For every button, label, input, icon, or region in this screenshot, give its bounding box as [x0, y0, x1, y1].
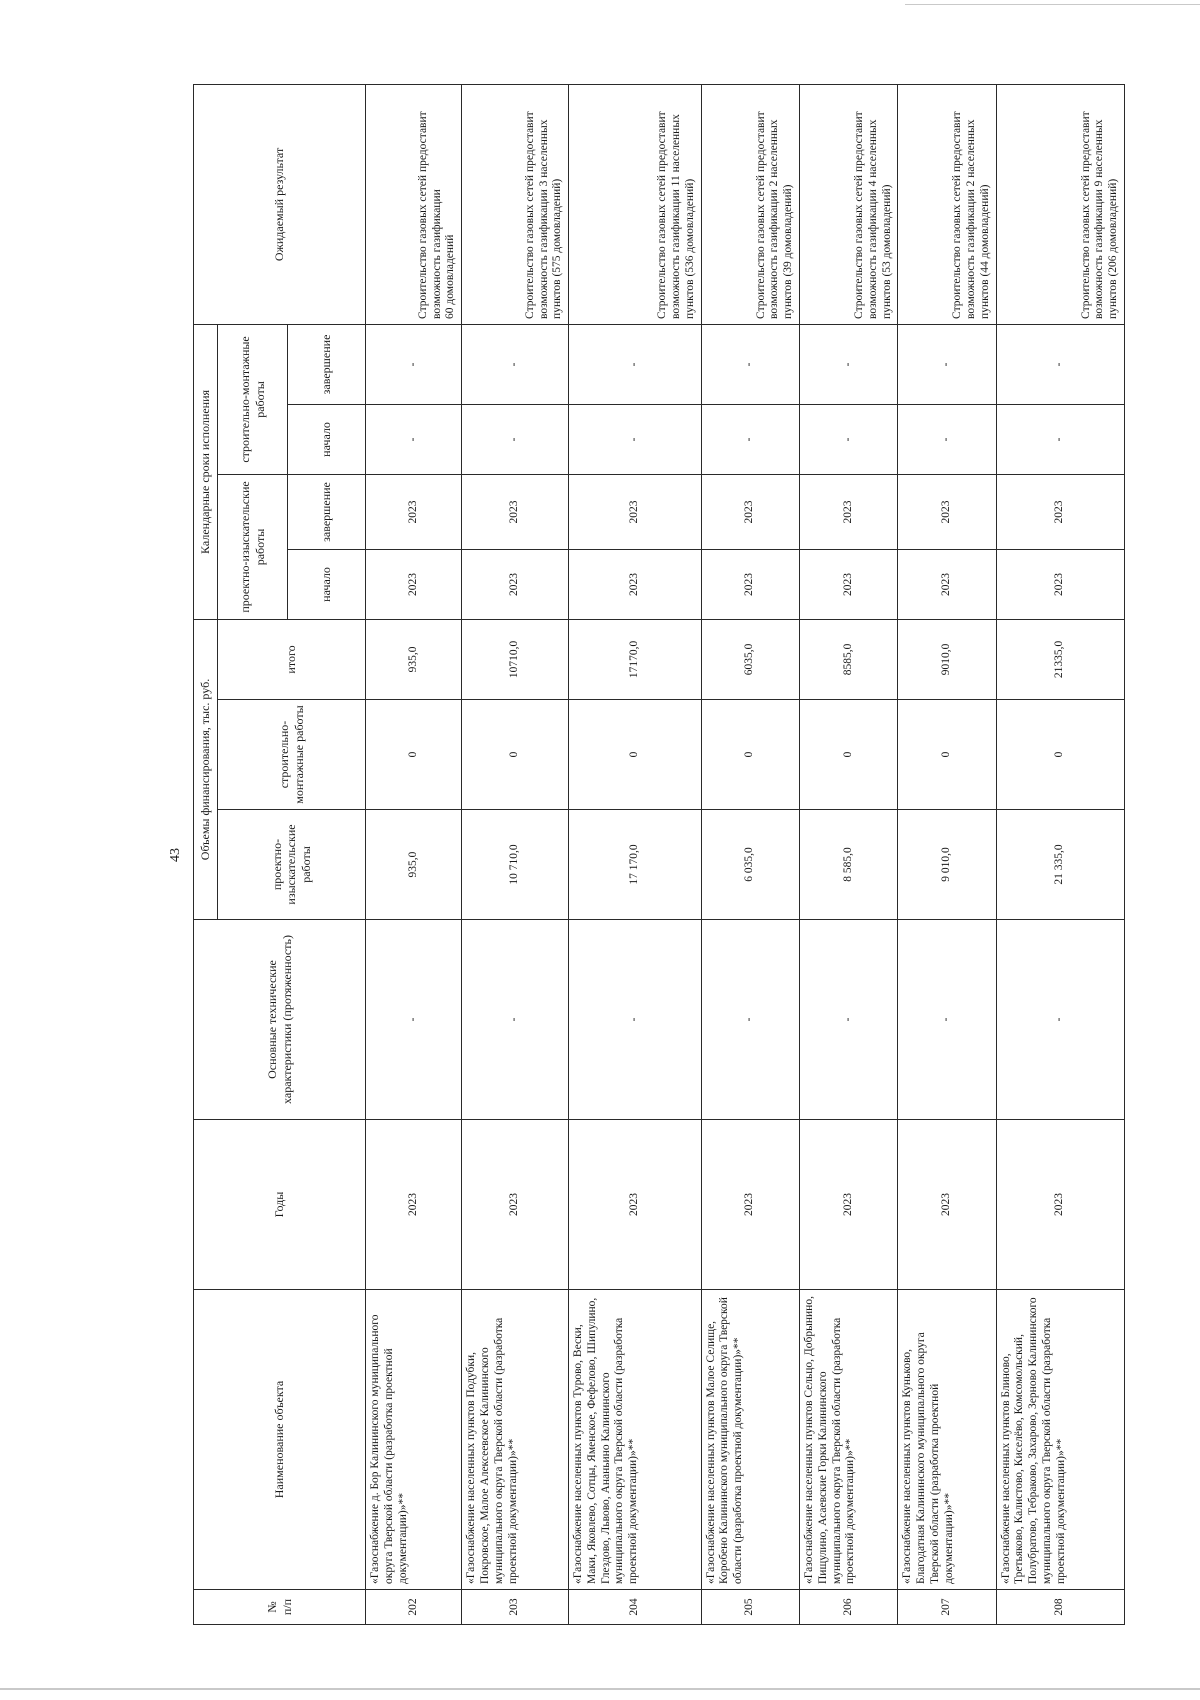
row-fin-total: 8585,0	[799, 619, 897, 699]
row-tech: -	[462, 920, 569, 1120]
row-smr-end: -	[799, 324, 897, 404]
row-result: Строительство газовых сетей предоставит возможность газификации 9 населенных пунктов (206 домовладений)	[996, 84, 1124, 324]
table-row	[799, 84, 897, 1624]
row-pir-start: 2023	[898, 549, 996, 619]
objects-table	[193, 84, 1125, 1625]
row-pir-end: 2023	[569, 474, 702, 549]
row-num: 207	[898, 1590, 996, 1625]
row-pir-end: 2023	[462, 474, 569, 549]
row-name: «Газоснабжение населенных пунктов Сельцо, Добрынино, Пищулино, Асаевские Горки Калининского муниципального округа Тверской области (разработка проектной документации)»**	[799, 1290, 897, 1590]
row-fin-total: 6035,0	[701, 619, 799, 699]
table-row	[462, 84, 569, 1624]
row-pir-end: 2023	[366, 474, 462, 549]
row-pir-start: 2023	[569, 549, 702, 619]
row-pir-end: 2023	[799, 474, 897, 549]
header-calendar: Календарные сроки исполнения	[194, 324, 218, 619]
table-row	[701, 84, 799, 1624]
row-fin-total: 10710,0	[462, 619, 569, 699]
row-years: 2023	[701, 1120, 799, 1290]
scan-edge-bottom	[0, 1688, 1200, 1690]
row-pir-end: 2023	[996, 474, 1124, 549]
row-smr-end: -	[701, 324, 799, 404]
header-num: № п/п	[194, 1590, 366, 1625]
header-financing: Объемы финансирования, тыс. руб.	[194, 619, 218, 919]
row-name: «Газоснабжение населенных пунктов Блиново, Третьяково, Калистово, Киселёво, Комсомольский, Полубратово, Тебраково, Захарово, Зерново Калининского муниципального округа Тверской области (разработка проектной документации)»**	[996, 1290, 1124, 1590]
row-fin-smr: 0	[996, 700, 1124, 810]
row-fin-smr: 0	[799, 700, 897, 810]
row-fin-pir: 17 170,0	[569, 810, 702, 920]
row-smr-end: -	[569, 324, 702, 404]
row-fin-smr: 0	[898, 700, 996, 810]
table-row	[898, 84, 996, 1624]
row-smr-start: -	[996, 404, 1124, 474]
row-result: Строительство газовых сетей предоставит возможность газификации 2 населенных пунктов (39 домовладений)	[701, 84, 799, 324]
row-result: Строительство газовых сетей предоставит возможность газификации 3 населенных пунктов (575 домовладений)	[462, 84, 569, 324]
rotated-page-content	[165, 85, 1125, 1625]
row-fin-pir: 9 010,0	[898, 810, 996, 920]
row-result: Строительство газовых сетей предоставит возможность газификации 2 населенных пунктов (44 домовладений)	[898, 84, 996, 324]
row-years: 2023	[366, 1120, 462, 1290]
page-number: 43	[168, 848, 183, 862]
row-years: 2023	[996, 1120, 1124, 1290]
row-smr-end: -	[898, 324, 996, 404]
scan-edge-top	[905, 4, 1200, 5]
row-num: 202	[366, 1590, 462, 1625]
row-tech: -	[701, 920, 799, 1120]
row-smr-end: -	[462, 324, 569, 404]
row-smr-start: -	[366, 404, 462, 474]
row-num: 205	[701, 1590, 799, 1625]
row-pir-end: 2023	[701, 474, 799, 549]
row-pir-start: 2023	[366, 549, 462, 619]
header-years: Годы	[194, 1120, 366, 1290]
row-smr-end: -	[996, 324, 1124, 404]
row-pir-start: 2023	[799, 549, 897, 619]
row-pir-start: 2023	[701, 549, 799, 619]
header-pir-start: начало	[288, 549, 366, 619]
row-result: Строительство газовых сетей предоставит возможность газификации 60 домовладений	[366, 84, 462, 324]
row-pir-start: 2023	[996, 549, 1124, 619]
row-num: 204	[569, 1590, 702, 1625]
row-num: 208	[996, 1590, 1124, 1625]
row-fin-pir: 10 710,0	[462, 810, 569, 920]
row-fin-pir: 6 035,0	[701, 810, 799, 920]
header-fin-total: итого	[218, 619, 366, 699]
header-fin-pir: проектно-изыскательские работы	[218, 810, 366, 920]
row-name: «Газоснабжение населенных пунктов Куньково, Благодатная Калининского муниципального округа Тверской области (разработка проектной документации)»**	[898, 1290, 996, 1590]
row-tech: -	[799, 920, 897, 1120]
row-fin-pir: 935,0	[366, 810, 462, 920]
row-result: Строительство газовых сетей предоставит возможность газификации 11 населенных пунктов (536 домовладений)	[569, 84, 702, 324]
row-fin-pir: 8 585,0	[799, 810, 897, 920]
row-name: «Газоснабжение населенных пунктов Турово, Вески, Маки, Яковлево, Сотцы, Яменское, Фефелово, Шипулино, Глездово, Львово, Ананьино Калининского муниципального округа Тверской области (разработка проектной документации)»**	[569, 1290, 702, 1590]
header-fin-smr: строительно-монтажные работы	[218, 700, 366, 810]
row-years: 2023	[462, 1120, 569, 1290]
table-row	[996, 84, 1124, 1624]
row-smr-start: -	[898, 404, 996, 474]
header-smr-start: начало	[288, 404, 366, 474]
row-tech: -	[366, 920, 462, 1120]
row-num: 203	[462, 1590, 569, 1625]
row-smr-start: -	[569, 404, 702, 474]
row-years: 2023	[569, 1120, 702, 1290]
row-fin-total: 935,0	[366, 619, 462, 699]
row-tech: -	[898, 920, 996, 1120]
row-name: «Газоснабжение населенных пунктов Малое Селище, Коробено Калининского муниципального округа Тверской области (разработка проектной документации)»**	[701, 1290, 799, 1590]
row-name: «Газоснабжение д. Бор Калининского муниципального округа Тверской области (разработка проектной документации)»**	[366, 1290, 462, 1590]
row-fin-smr: 0	[701, 700, 799, 810]
header-smr-end: завершение	[288, 324, 366, 404]
row-result: Строительство газовых сетей предоставит возможность газификации 4 населенных пунктов (53 домовладений)	[799, 84, 897, 324]
row-fin-total: 9010,0	[898, 619, 996, 699]
row-pir-start: 2023	[462, 549, 569, 619]
row-fin-smr: 0	[366, 700, 462, 810]
row-fin-total: 21335,0	[996, 619, 1124, 699]
row-tech: -	[996, 920, 1124, 1120]
row-smr-start: -	[462, 404, 569, 474]
row-tech: -	[569, 920, 702, 1120]
table-row	[569, 84, 702, 1624]
row-fin-total: 17170,0	[569, 619, 702, 699]
row-pir-end: 2023	[898, 474, 996, 549]
header-name: Наименование объекта	[194, 1290, 366, 1590]
row-fin-smr: 0	[462, 700, 569, 810]
header-result: Ожидаемый результат	[194, 84, 366, 324]
header-pir-end: завершение	[288, 474, 366, 549]
row-name: «Газоснабжение населенных пунктов Подубки, Покровское, Малое Алексеевское Калининского муниципального округа Тверской области (разработка проектной документации)»**	[462, 1290, 569, 1590]
row-smr-start: -	[701, 404, 799, 474]
row-smr-start: -	[799, 404, 897, 474]
row-years: 2023	[799, 1120, 897, 1290]
header-cal-pir: проектно-изыскательские работы	[218, 474, 288, 619]
header-cal-smr: строительно-монтажные работы	[218, 324, 288, 474]
row-fin-smr: 0	[569, 700, 702, 810]
row-smr-end: -	[366, 324, 462, 404]
header-tech: Основные технические характеристики (протяженность)	[194, 920, 366, 1120]
row-years: 2023	[898, 1120, 996, 1290]
row-fin-pir: 21 335,0	[996, 810, 1124, 920]
row-num: 206	[799, 1590, 897, 1625]
table-row	[366, 84, 462, 1624]
